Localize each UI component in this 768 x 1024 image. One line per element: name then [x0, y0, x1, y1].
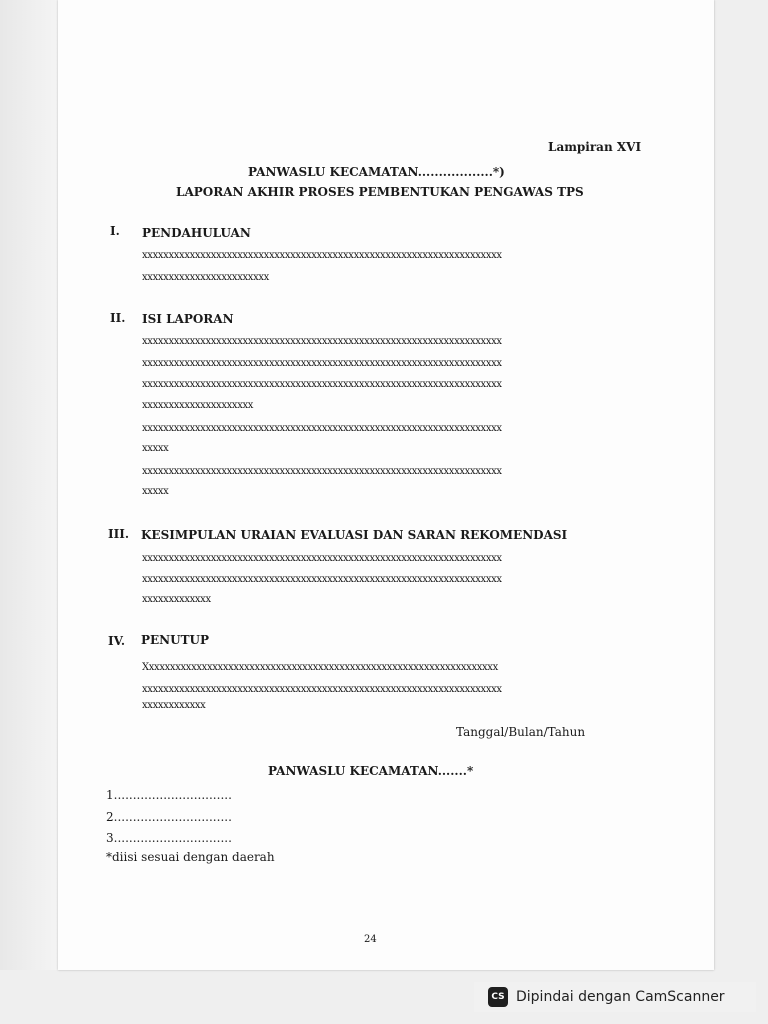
section-1-line: xxxxxxxxxxxxxxxxxxxxxxxxxxxxxxxxxxxxxxxxxxxxxxxxxxxxxxxxxxxxxxxxxxxx: [142, 250, 502, 261]
section-2-line: xxxxxxxxxxxxxxxxxxxxxxxxxxxxxxxxxxxxxxxxxxxxxxxxxxxxxxxxxxxxxxxxxxxx: [142, 466, 502, 477]
footer-heading: PANWASLU KECAMATAN.......*: [268, 764, 474, 778]
signature-line: 1...............................: [106, 788, 232, 802]
camscanner-text: Dipindai dengan CamScanner: [516, 989, 725, 1005]
section-4-line: xxxxxxxxxxxxxxxxxxxxxxxxxxxxxxxxxxxxxxxxxxxxxxxxxxxxxxxxxxxxxxxxxxxx: [142, 684, 502, 695]
section-4-number: IV.: [108, 634, 126, 648]
section-1-line: xxxxxxxxxxxxxxxxxxxxxxxx: [142, 272, 269, 283]
section-3-line: xxxxxxxxxxxxxxxxxxxxxxxxxxxxxxxxxxxxxxxxxxxxxxxxxxxxxxxxxxxxxxxxxxxx: [142, 574, 502, 585]
camscanner-logo-icon: CS: [488, 987, 508, 1007]
section-2-line: xxxxxxxxxxxxxxxxxxxxxxxxxxxxxxxxxxxxxxxxxxxxxxxxxxxxxxxxxxxxxxxxxxxx: [142, 379, 502, 390]
section-3-title: KESIMPULAN URAIAN EVALUASI DAN SARAN REKOMENDASI: [141, 528, 568, 542]
heading-laporan: LAPORAN AKHIR PROSES PEMBENTUKAN PENGAWAS TPS: [176, 185, 584, 199]
camscanner-watermark: [474, 982, 756, 1012]
section-2-line: xxxxxxxxxxxxxxxxxxxxx: [142, 400, 254, 411]
section-2-line: xxxxxxxxxxxxxxxxxxxxxxxxxxxxxxxxxxxxxxxxxxxxxxxxxxxxxxxxxxxxxxxxxxxx: [142, 423, 502, 434]
section-3-line: xxxxxxxxxxxxxxxxxxxxxxxxxxxxxxxxxxxxxxxxxxxxxxxxxxxxxxxxxxxxxxxxxxxx: [142, 553, 502, 564]
date-placeholder: Tanggal/Bulan/Tahun: [456, 725, 586, 739]
section-4-line: Xxxxxxxxxxxxxxxxxxxxxxxxxxxxxxxxxxxxxxxxxxxxxxxxxxxxxxxxxxxxxxxxxxx: [142, 662, 498, 673]
section-4-line: xxxxxxxxxxxx: [142, 700, 206, 711]
signature-line: 3...............................: [106, 831, 232, 845]
section-2-line: xxxxx: [142, 486, 169, 497]
section-1-title: PENDAHULUAN: [142, 226, 251, 240]
lampiran-label: Lampiran XVI: [548, 140, 642, 154]
section-3-number: III.: [108, 527, 130, 541]
scan-left-margin: [0, 0, 58, 970]
footnote: *diisi sesuai dengan daerah: [106, 850, 275, 864]
section-3-line: xxxxxxxxxxxxx: [142, 594, 211, 605]
section-4-title: PENUTUP: [141, 633, 210, 647]
section-2-line: xxxxxxxxxxxxxxxxxxxxxxxxxxxxxxxxxxxxxxxxxxxxxxxxxxxxxxxxxxxxxxxxxxxx: [142, 358, 502, 369]
page-number: 24: [364, 934, 377, 945]
section-2-line: xxxxxxxxxxxxxxxxxxxxxxxxxxxxxxxxxxxxxxxxxxxxxxxxxxxxxxxxxxxxxxxxxxxx: [142, 336, 502, 347]
heading-panwaslu: PANWASLU KECAMATAN..................*): [248, 165, 505, 179]
section-2-number: II.: [110, 311, 126, 325]
signature-line: 2...............................: [106, 810, 232, 824]
section-2-title: ISI LAPORAN: [142, 312, 234, 326]
section-1-number: I.: [110, 224, 120, 238]
section-2-line: xxxxx: [142, 443, 169, 454]
